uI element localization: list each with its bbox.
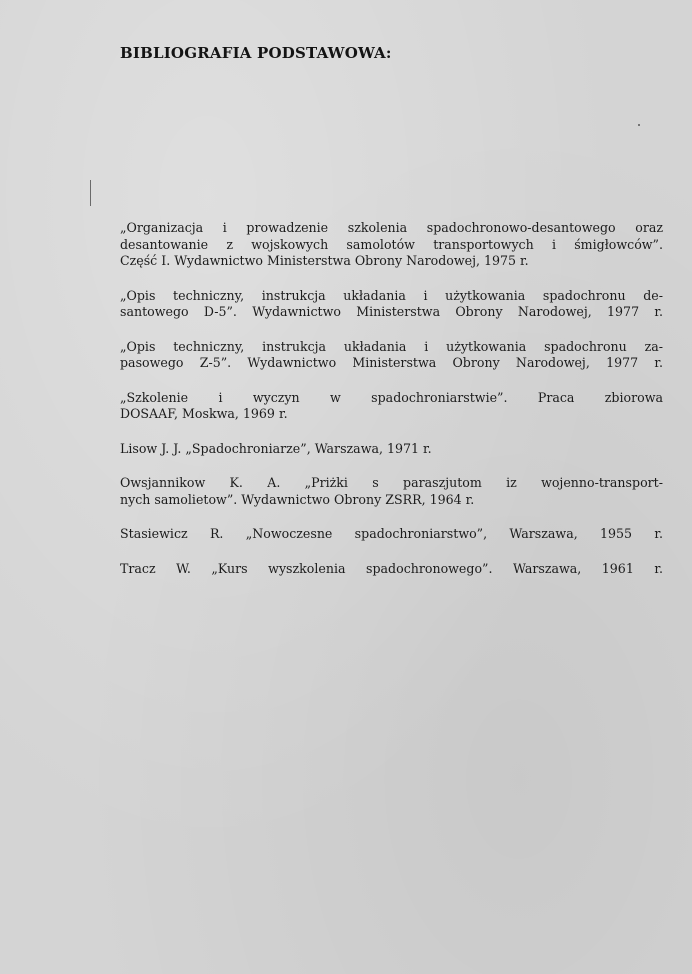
bibliography-entry <box>120 220 663 270</box>
bibliography-entry <box>120 390 663 423</box>
entry-line: DOSAAF, Moskwa, 1969 r. <box>120 406 288 421</box>
entry-line: desantowanie z wojskowych samolotów transportowych i śmigłowców”. <box>120 236 663 252</box>
entry-line: Stasiewicz R. „Nowoczesne spadochroniarstwo”, Warszawa, 1955 r. <box>120 526 663 541</box>
entry-line: Owsjannikow K. A. „Priżki s paraszjutom iz wojenno-transport- <box>120 475 663 490</box>
entry-line: Część I. Wydawnictwo Ministerstwa Obrony Narodowej, 1975 r. <box>120 253 529 268</box>
bibliography-entry <box>120 526 663 543</box>
entry-line: Lisow J. J. „Spadochroniarze”, Warszawa, 1971 r. <box>120 440 432 456</box>
entry-line: „Opis techniczny, instrukcja układania i użytkowania spadochronu za- <box>120 338 663 354</box>
entry-line: „Opis techniczny, instrukcja układania i użytkowania spadochronu de- <box>120 287 663 303</box>
bibliography-entry <box>120 339 663 372</box>
entry-line: „Szkolenie i wyczyn w spadochroniarstwie”. Praca zbiorowa <box>120 389 663 405</box>
bibliography-entry <box>120 475 663 508</box>
margin-mark <box>90 180 91 206</box>
entry-line: nych samolietow”. Wydawnictwo Obrony ZSRR, 1964 r. <box>120 491 475 507</box>
page-heading: BIBLIOGRAFIA PODSTAWOWA: <box>120 44 392 62</box>
bibliography-entry <box>120 441 663 458</box>
bibliography-entry <box>120 561 663 578</box>
speck-mark <box>638 124 640 126</box>
entry-line: santowego D-5”. Wydawnictwo Ministerstwa Obrony Narodowej, 1977 r. <box>120 304 663 319</box>
entry-line: Tracz W. „Kurs wyszkolenia spadochronowego”. Warszawa, 1961 r. <box>120 560 663 576</box>
entry-line: pasowego Z-5”. Wydawnictwo Ministerstwa Obrony Narodowej, 1977 r. <box>120 355 663 370</box>
bibliography-list <box>120 220 663 595</box>
entry-line: „Organizacja i prowadzenie szkolenia spadochronowo-desantowego oraz <box>120 220 663 235</box>
bibliography-entry <box>120 288 663 321</box>
